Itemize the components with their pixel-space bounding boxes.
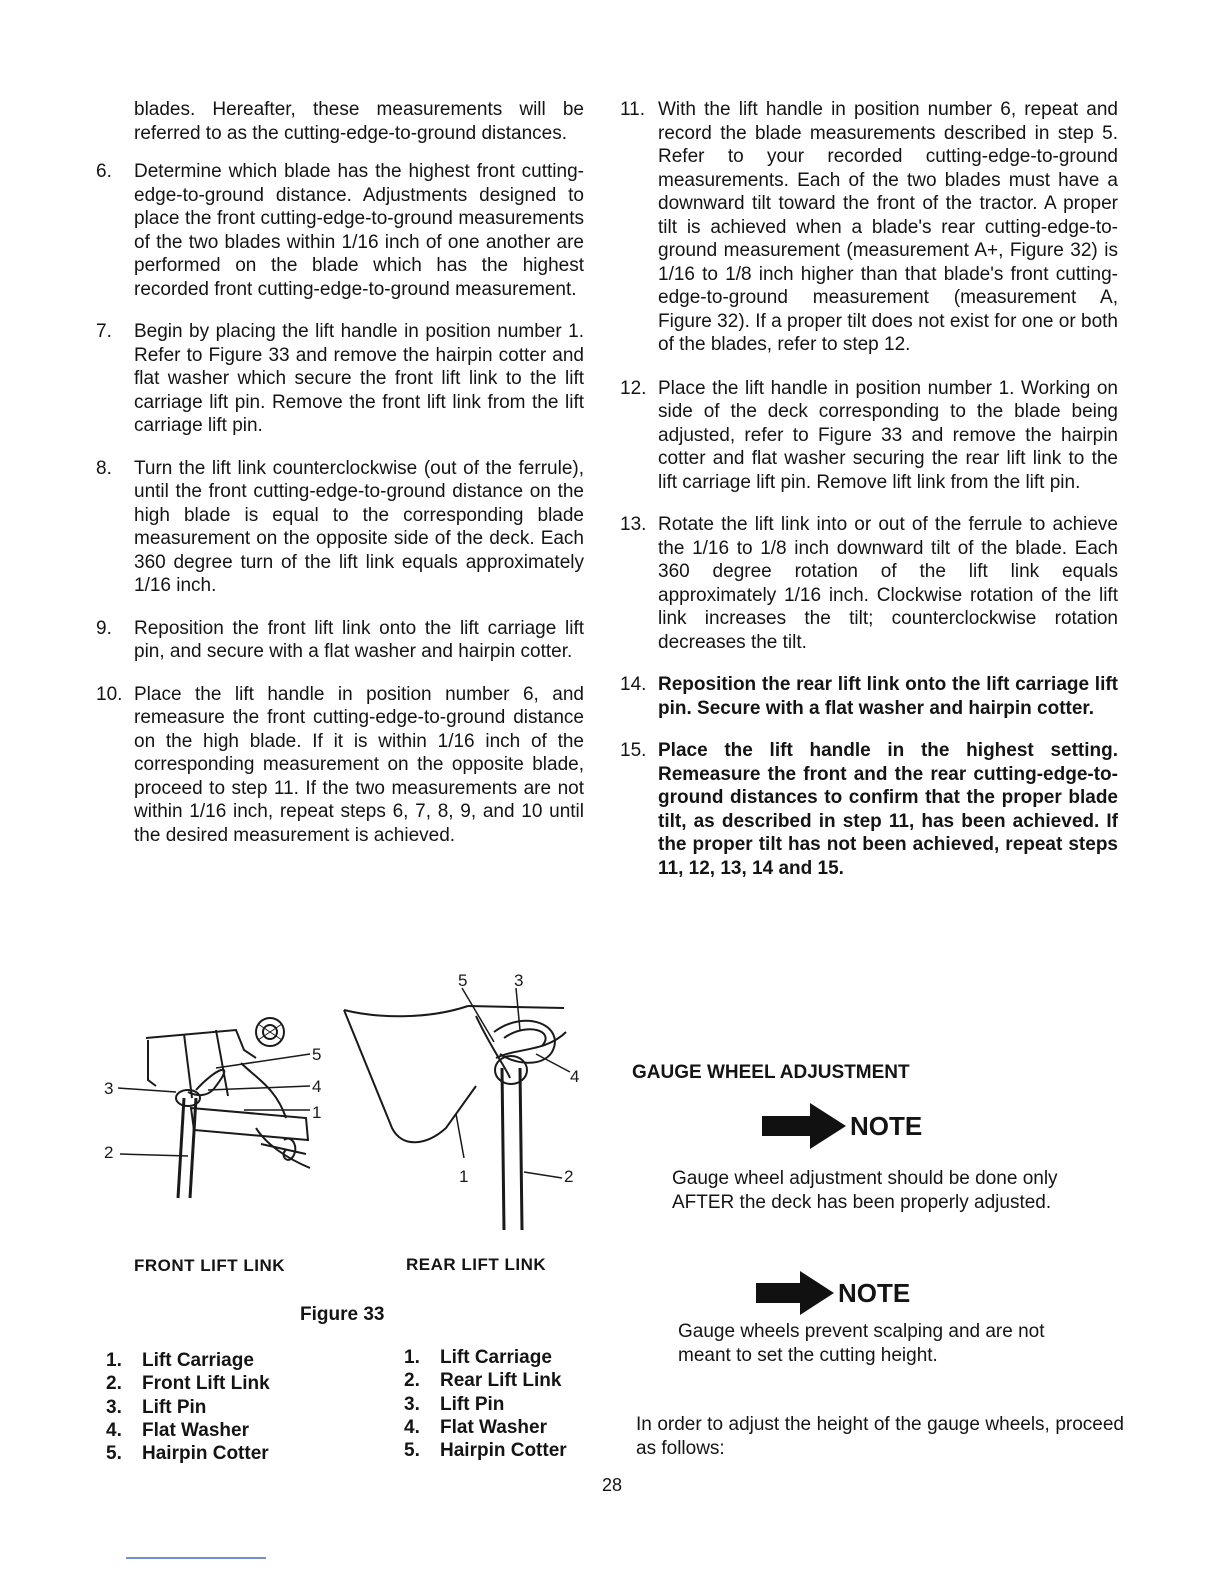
page-number: 28 [602, 1475, 623, 1495]
step-6 [96, 160, 584, 301]
note-label: NOTE [838, 1277, 911, 1308]
legend-item: 2. Front Lift Link [106, 1373, 270, 1395]
legend-item: 1. Lift Carriage [404, 1347, 552, 1368]
front-callout-5: 5 [312, 1045, 322, 1064]
step-number: 13. [620, 514, 647, 535]
rear-lift-link-caption: REAR LIFT LINK [406, 1255, 547, 1274]
note-heading-1 [762, 1103, 922, 1149]
rear-legend [404, 1346, 567, 1462]
note-arrow-icon [762, 1103, 848, 1149]
step-number: 11. [620, 99, 646, 120]
left-column [96, 98, 584, 866]
step-text: Turn the lift link counterclockwise (out of the ferrule), until the front cutting-edge-to-ground distance on the high blade is equal to the corresponding blade measurement on the opposite side of the deck. Each 360 degree turn of the lift link equals approximately 1/16 inch. [134, 457, 584, 596]
rear-callout-2: 2 [564, 1167, 574, 1186]
legend-item: 3. Lift Pin [404, 1393, 505, 1415]
step-text: Place the lift handle in position number 6, and remeasure the front cutting-edge-to-ground distance on the high blade. If it is within 1/16 inch of the corresponding measurement on the opposite blade, proceed to step 11. If the two measurements are not within 1/16 inch, repeat steps 6, 7, 8, 9, and 10 until the desired measurement is achieved. [134, 683, 584, 846]
rear-callout-3: 3 [514, 971, 524, 990]
front-lift-link-caption: FRONT LIFT LINK [134, 1256, 286, 1275]
step-12 [620, 377, 1118, 495]
note-heading-2 [756, 1271, 910, 1315]
note-arrow-icon [756, 1271, 836, 1315]
step-number: 8. [96, 457, 112, 479]
front-callout-4: 4 [312, 1077, 322, 1096]
section-title: GAUGE WHEEL ADJUSTMENT [632, 1062, 910, 1083]
step-number: 14. [620, 674, 647, 695]
note-label: NOTE [850, 1110, 923, 1141]
step-7 [96, 320, 584, 438]
front-callouts [104, 1045, 321, 1162]
step-10 [96, 683, 584, 848]
rear-callout-5: 5 [458, 971, 468, 990]
step-number: 15. [620, 740, 647, 761]
step-text: Begin by placing the lift handle in position number 1. Refer to Figure 33 and remove the hairpin cotter and flat washer which secure the front lift link to the lift carriage lift pin. Remove the front lift link from the lift carriage lift pin. [134, 321, 584, 436]
right-column [620, 98, 1118, 899]
rear-lift-link-drawing [344, 988, 570, 1230]
figure-title: Figure 33 [300, 1304, 385, 1325]
step-8 [96, 457, 584, 598]
footer-rule [126, 1557, 266, 1559]
step-text: Place the lift handle in position number 1. Working on side of the deck corresponding to the blade being adjusted, refer to Figure 33 and remove the hairpin cotter and flat washer securing the rear lift link to the lift carriage lift pin. Remove lift link from the lift pin. [658, 377, 1118, 493]
procedure-paragraph: In order to adjust the height of the gauge wheels, proceed as follows: [636, 1414, 1124, 1459]
legend-item: 4. Flat Washer [404, 1416, 547, 1438]
step-15 [620, 739, 1118, 880]
step-text: Reposition the rear lift link onto the lift carriage lift pin. Secure with a flat washer and hairpin cotter. [658, 674, 1118, 719]
step-number: 6. [96, 161, 112, 182]
front-callout-1: 1 [312, 1103, 322, 1122]
legend-item: 5. Hairpin Cotter [106, 1443, 269, 1465]
continuation-paragraph: blades. Hereafter, these measurements will be referred to as the cutting-edge-to-ground distances. [134, 99, 584, 144]
step-14 [620, 673, 1118, 720]
step-number: 9. [96, 617, 112, 639]
step-text: Place the lift handle in the highest setting. Remeasure the front and the rear cutting-edge-to-ground distances to confirm that the proper blade tilt, as described in step 11, has been achieved. If the proper tilt has not been achieved, repeat steps 11, 12, 13, 14 and 15. [658, 740, 1118, 879]
rear-callout-4: 4 [570, 1067, 580, 1086]
legend-item: 3. Lift Pin [106, 1396, 207, 1418]
front-callout-2: 2 [104, 1143, 114, 1162]
step-9 [96, 617, 584, 664]
front-legend [106, 1349, 270, 1465]
legend-item: 2. Rear Lift Link [404, 1370, 562, 1392]
legend-item: 1. Lift Carriage [106, 1350, 254, 1371]
step-13 [620, 513, 1118, 654]
front-callout-3: 3 [104, 1079, 114, 1098]
legend-item: 5. Hairpin Cotter [404, 1440, 567, 1462]
step-number: 7. [96, 321, 112, 342]
step-text: Determine which blade has the highest front cutting-edge-to-ground distance. Adjustments designed to place the front cutting-edge-to-ground measurements of the two blades within 1/16 inch of one another are performed on the blade which has the highest recorded front cutting-edge-to-ground measurement. [134, 161, 584, 300]
step-text: With the lift handle in position number 6, repeat and record the blade measurements described in step 5. Refer to your recorded cutting-edge-to-ground measurements. Each of the two blades must have a downward tilt toward the front of the tractor. A proper tilt is achieved when a blade's rear cutting-edge-to-ground measurement (measurement A+, Figure 32) is 1/16 to 1/8 inch higher than that blade's front cutting-edge-to-ground measurement (measurement A, Figure 32). If a proper tilt does not exist for one or both of the blades, refer to step 12. [658, 99, 1118, 355]
step-number: 10. [96, 683, 123, 705]
note-text-1: Gauge wheel adjustment should be done only AFTER the deck has been properly adjusted. [672, 1168, 1058, 1213]
step-text: Rotate the lift link into or out of the ferrule to achieve the 1/16 to 1/8 inch downward tilt of the blade. Each 360 degree rotation of the lift link equals approximately 1/16 inch. Clockwise rotation of the lift link increases the tilt; counterclockwise rotation decreases the tilt. [658, 514, 1118, 653]
legend-item: 4. Flat Washer [106, 1419, 249, 1441]
front-lift-link-drawing [118, 1018, 310, 1198]
step-text: Reposition the front lift link onto the lift carriage lift pin, and secure with a flat washer and hairpin cotter. [134, 617, 584, 662]
note-text-2: Gauge wheels prevent scalping and are not meant to set the cutting height. [678, 1321, 1045, 1366]
figure-33-illustration [96, 968, 606, 1248]
rear-callout-1: 1 [459, 1167, 469, 1186]
step-11 [620, 98, 1118, 357]
step-number: 12. [620, 377, 647, 399]
